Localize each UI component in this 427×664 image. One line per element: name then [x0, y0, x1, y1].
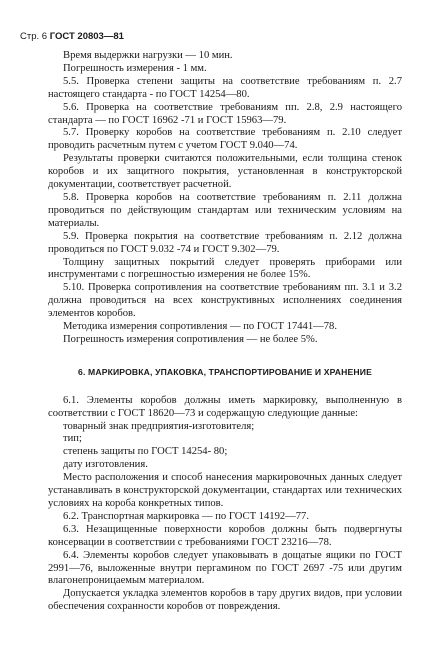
paragraph: Погрешность измерения сопротивления — не более 5%.	[63, 333, 318, 345]
paragraph: Время выдержки нагрузки — 10 мин.	[63, 50, 233, 61]
paragraph: 6.2. Транспортная маркировка — по ГОСТ 14192—77.	[63, 510, 310, 522]
paragraph: Методика измерения сопротивления — по ГОСТ 17441—78.	[63, 321, 337, 333]
paragraph: Допускается укладка элементов коробов в тару других видов, при условии обеспечения сохранности коробов от повреждения.	[48, 588, 402, 613]
page-header	[20, 31, 124, 42]
paragraph: 5.8. Проверка коробов на соответствие требованиям п. 2.11 должна проводиться по действующим стандартам или техническим условиям на материалы.	[48, 191, 402, 229]
paragraph: 5.7. Проверку коробов на соответствие требованиям п. 2.10 следует проводить расчетным путем с учетом ГОСТ 9.040—74.	[48, 127, 402, 152]
paragraph: 6.4. Элементы коробов следует упаковывать в дощатые ящики по ГОСТ 2991—76, выложенные внутри пергамином по ГОСТ 2697 -75 или другим влагонепроницаемым материалом.	[48, 549, 402, 587]
paragraph: Место расположения и способ нанесения маркировочных данных следует устанавливать в конструкторской документации, стандартах или технических условиях на короба конкретных типов.	[48, 472, 402, 509]
paragraph: 5.10. Проверка сопротивления на соответствие требованиям пп. 3.1 и 3.2 должна проводиться на всех конструктивных исполнениях соединения элементов коробов.	[48, 282, 402, 320]
section-title: 6. МАРКИРОВКА, УПАКОВКА, ТРАНСПОРТИРОВАНИЕ И ХРАНЕНИЕ	[78, 366, 372, 377]
paragraph: 6.3. Незащищенные поверхности коробов должны быть подвергнуты консервации в соответствии с требованиями ГОСТ 23216—78.	[48, 523, 402, 548]
list-item: дату изготовления.	[63, 459, 148, 471]
paragraph: Результаты проверки считаются положительными, если толщина стенок коробов и их защитного покрытия, установленная в конструкторской документации, соответствует расчетной.	[48, 153, 402, 191]
list-item: товарный знак предприятия-изготовителя;	[63, 420, 255, 432]
list-item: степень защиты по ГОСТ 14254- 80;	[63, 446, 228, 458]
document-code: ГОСТ 20803—81	[49, 31, 124, 42]
paragraph: Погрешность измерения - 1 мм.	[63, 62, 207, 74]
paragraph: Толщину защитных покрытий следует проверять приборами или инструментами с погрешностью измерения не более 15%.	[48, 256, 402, 281]
paragraph: 5.9. Проверка покрытия на соответствие требованиям п. 2.12 должна проводиться по ГОСТ 9.032 -74 и ГОСТ 9.302—79.	[48, 230, 402, 255]
paragraph: 5.6. Проверка на соответствие требованиям пп. 2.8, 2.9 настоящего стандарта — по ГОСТ 16962 -71 и ГОСТ 15963—79.	[48, 101, 402, 126]
paragraph: 6.1. Элементы коробов должны иметь маркировку, выполненную в соответствии с ГОСТ 18620—73 и содержащую следующие данные:	[48, 394, 402, 419]
paragraph: 5.5. Проверка степени защиты на соответствие требованиям п. 2.7 настоящего стандарта - по ГОСТ 14254—80.	[48, 75, 402, 100]
document-body	[48, 50, 402, 614]
page-number: Стр. 6	[20, 31, 48, 42]
list-item: тип;	[63, 433, 82, 445]
